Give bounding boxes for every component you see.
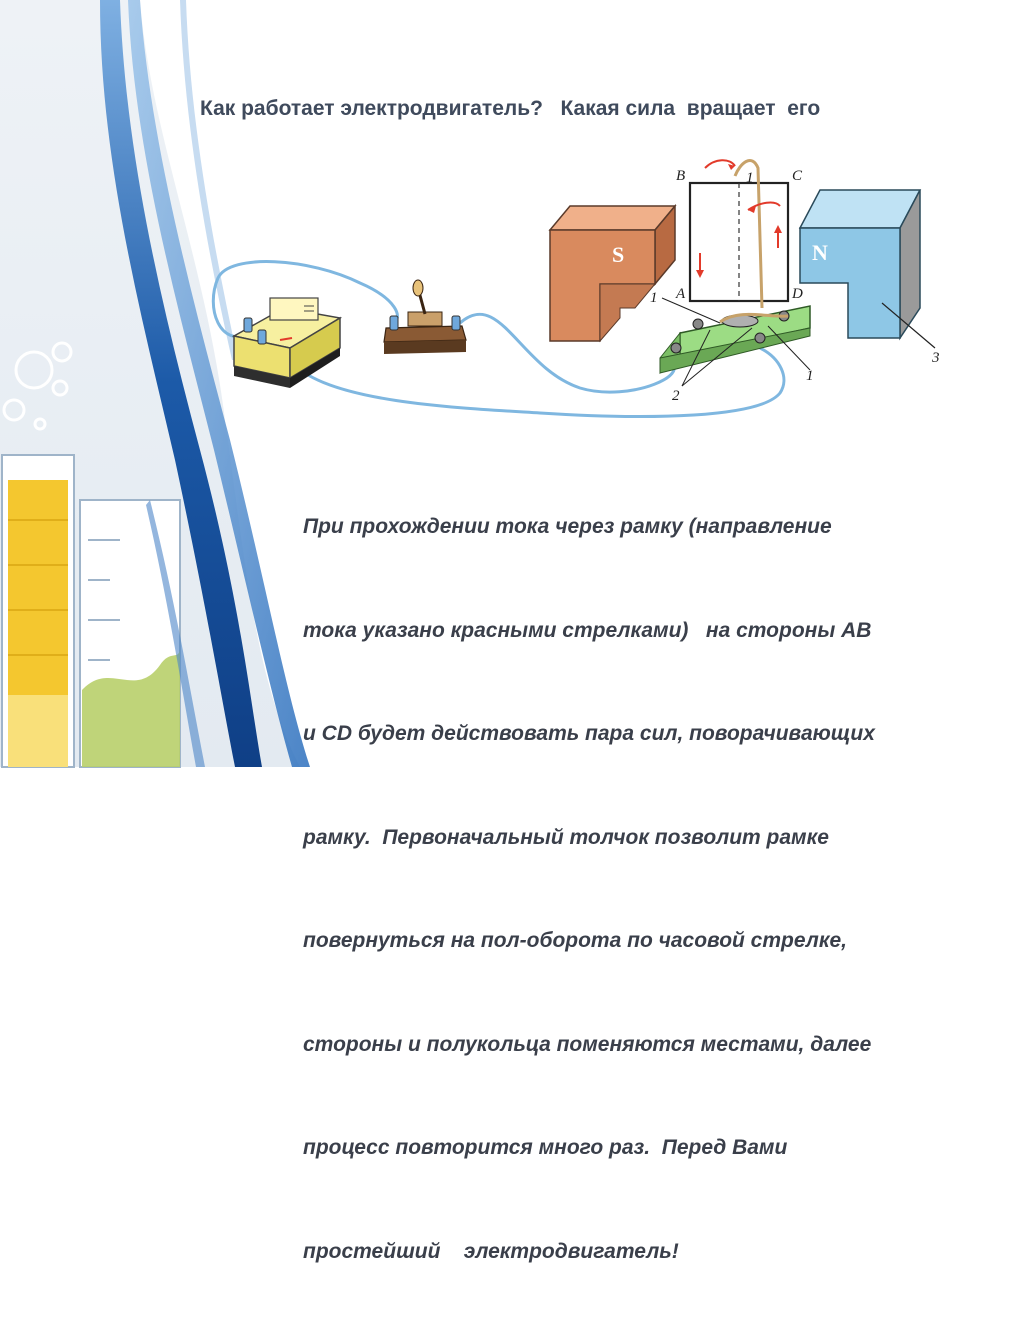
label-D: D <box>792 286 803 302</box>
label-1-right: 1 <box>806 368 814 384</box>
body-line: стороны и полукольца поменяются местами, далее <box>303 1032 872 1056</box>
body-line: рамку. Первоначальный толчок позволит рамке <box>303 825 829 849</box>
label-B: B <box>676 168 686 184</box>
body-line: повернуться на пол-оборота по часовой стрелке, <box>303 929 848 952</box>
label-A: A <box>676 286 686 302</box>
magnet-n-label: N <box>812 240 828 265</box>
beaker-icon <box>2 455 180 767</box>
switch-icon <box>384 280 466 354</box>
magnet-north <box>800 190 940 366</box>
page-title: Как работает электродвигатель? Какая сила вращает его <box>200 97 821 120</box>
body-paragraph <box>303 441 993 1338</box>
label-C: C <box>792 168 803 184</box>
magnet-south <box>550 206 675 341</box>
motor-illustration <box>200 158 970 430</box>
body-line: При прохождении тока через рамку (направление <box>303 515 832 538</box>
body-line: простейший электродвигатель! <box>303 1239 679 1263</box>
motor-frame <box>675 160 803 308</box>
title-clip <box>200 95 960 139</box>
magnet-s-label: S <box>612 242 625 267</box>
label-axis-1: 1 <box>746 170 754 186</box>
body-line: тока указано красными стрелками) на стороны АВ <box>303 618 872 642</box>
label-3: 3 <box>932 350 940 366</box>
body-line: процесс повторится много раз. Перед Вами <box>303 1136 788 1159</box>
battery-icon <box>234 298 340 388</box>
label-1-left: 1 <box>650 290 658 306</box>
body-line: и CD будет действовать пара сил, поворачивающих <box>303 722 875 745</box>
motor-base <box>660 306 810 373</box>
label-2: 2 <box>672 388 680 404</box>
